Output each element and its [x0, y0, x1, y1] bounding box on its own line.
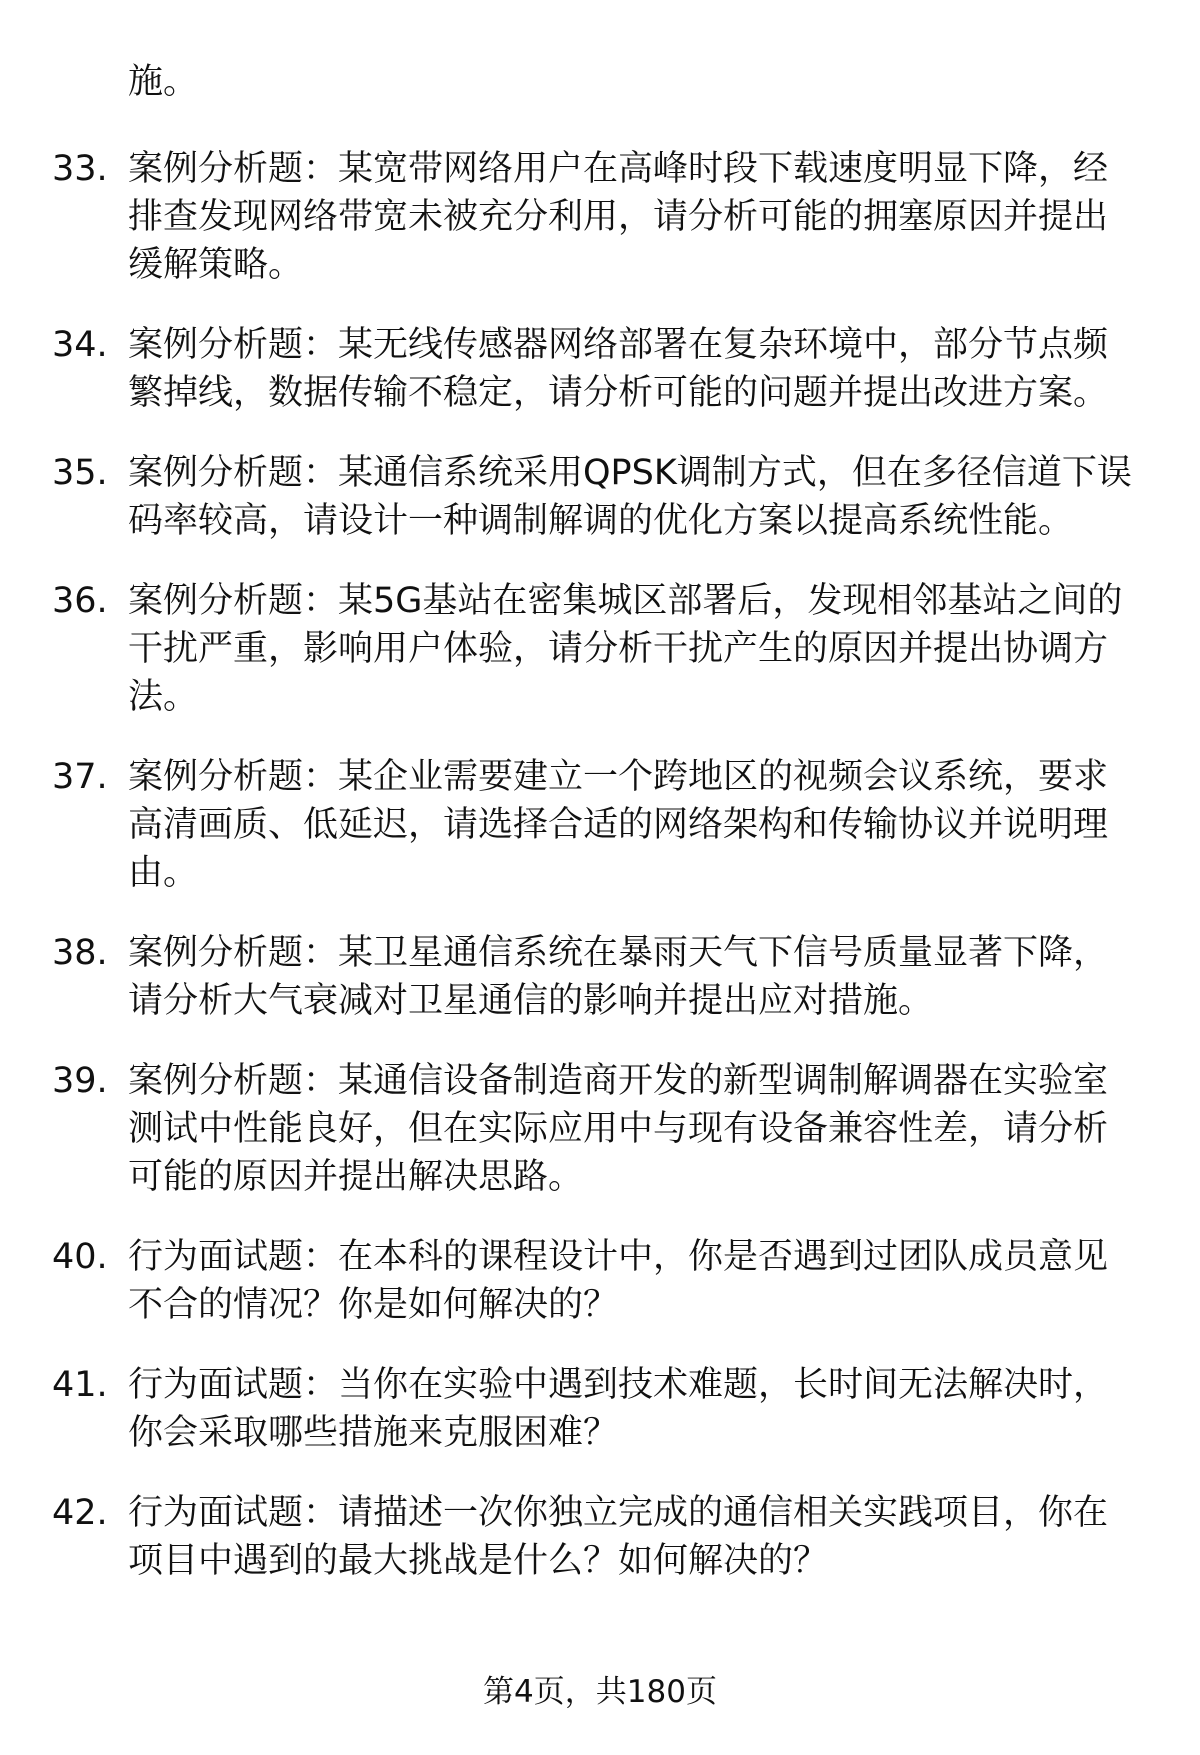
question-item: [0, 753, 1138, 897]
question-text: 案例分析题：某通信设备制造商开发的新型调制解调器在实验室测试中性能良好，但在实际应用中与现有设备兼容性差，请分析可能的原因并提出解决思路。: [128, 1061, 1109, 1197]
question-number: 40.: [52, 1237, 108, 1277]
question-text: 案例分析题：某企业需要建立一个跨地区的视频会议系统，要求高清画质、低延迟，请选择合适的网络架构和传输协议并说明理由。: [128, 757, 1109, 893]
question-text: 案例分析题：某卫星通信系统在暴雨天气下信号质量显著下降，请分析大气衰减对卫星通信的影响并提出应对措施。: [128, 933, 1109, 1021]
question-number: 35.: [52, 453, 108, 493]
question-number: 36.: [52, 581, 108, 621]
question-item: [0, 1233, 1138, 1329]
question-text: 案例分析题：某通信系统采用QPSK调制方式，但在多径信道下误码率较高，请设计一种调制解调的优化方案以提高系统性能。: [128, 453, 1132, 541]
question-item: [0, 145, 1138, 289]
question-item: [0, 929, 1138, 1025]
question-text: 案例分析题：某5G基站在密集城区部署后，发现相邻基站之间的干扰严重，影响用户体验，请分析干扰产生的原因并提出协调方法。: [128, 581, 1123, 717]
question-number: 38.: [52, 933, 108, 973]
question-item: [0, 449, 1138, 545]
question-item: [0, 577, 1138, 721]
question-item: [0, 1057, 1138, 1201]
question-list: [0, 145, 1200, 1617]
page-number: 第4页，共180页: [483, 1674, 717, 1710]
question-number: 41.: [52, 1365, 108, 1405]
question-number: 39.: [52, 1061, 108, 1101]
question-text: 行为面试题：请描述一次你独立完成的通信相关实践项目，你在项目中遇到的最大挑战是什么？如何解决的？: [128, 1493, 1109, 1581]
question-number: 34.: [52, 325, 108, 365]
question-item: [0, 321, 1138, 417]
question-item: [0, 1361, 1138, 1457]
continued-text: 施。: [128, 62, 199, 102]
question-text: 行为面试题：当你在实验中遇到技术难题，长时间无法解决时，你会采取哪些措施来克服困难？: [128, 1365, 1109, 1453]
question-number: 37.: [52, 757, 108, 797]
question-item: [0, 1489, 1138, 1585]
question-number: 42.: [52, 1493, 108, 1533]
question-text: 行为面试题：在本科的课程设计中，你是否遇到过团队成员意见不合的情况？你是如何解决的？: [128, 1237, 1109, 1325]
question-number: 33.: [52, 149, 108, 189]
question-text: 案例分析题：某无线传感器网络部署在复杂环境中，部分节点频繁掉线，数据传输不稳定，请分析可能的问题并提出改进方案。: [128, 325, 1109, 413]
question-text: 案例分析题：某宽带网络用户在高峰时段下载速度明显下降，经排查发现网络带宽未被充分利用，请分析可能的拥塞原因并提出缓解策略。: [128, 149, 1109, 285]
